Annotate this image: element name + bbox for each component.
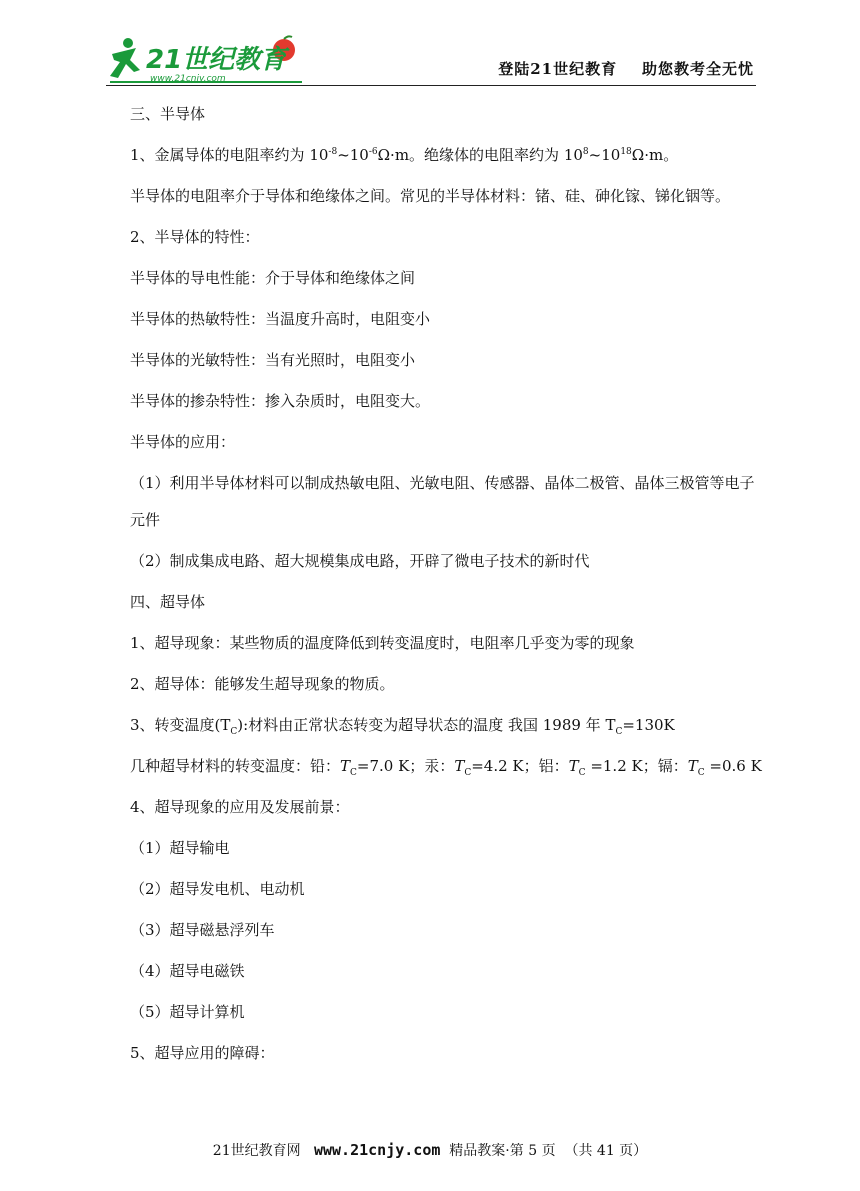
section-title: 四、超导体 [130,593,206,611]
document-body [106,94,762,1074]
page-header [106,30,756,86]
paragraph: 2、半导体的特性： [130,228,260,246]
list-item: （1）超导输电 [130,839,230,857]
paragraph: 5、超导应用的障碍： [130,1044,275,1062]
paragraph: 1、超导现象：某些物质的温度降低到转变温度时，电阻率几乎变为零的现象 [130,634,635,652]
paragraph: 半导体的导电性能：介于导体和绝缘体之间 [130,269,416,287]
paragraph: 半导体的光敏特性：当有光照时，电阻变小 [130,351,416,369]
paragraph: 4、超导现象的应用及发展前景： [130,798,350,816]
footer-site: 21世纪教育网 [212,1143,314,1159]
section-title: 三、半导体 [130,105,206,123]
logo-text: 21世纪教育 [146,45,287,75]
paragraph: 2、超导体：能够发生超导现象的物质。 [130,675,395,693]
site-logo [106,34,306,84]
list-item: （3）超导磁悬浮列车 [130,921,275,939]
paragraph: 半导体的电阻率介于导体和绝缘体之间。常见的半导体材料：锗、硅、砷化镓、锑化铟等。 [130,187,731,205]
paragraph: 1、金属导体的电阻率约为 $10^{-8}\sim 10^{-6}\Omega\cdot m$。绝缘体的电阻率约为 $10^8\sim 10^{18}\Omega\cdot m$。 [130,146,679,164]
paragraph: （1）利用半导体材料可以制成热敏电阻、光敏电阻、传感器、晶体二极管、晶体三极管等电子元件 [130,474,755,529]
paragraph: 半导体的掺杂特性：掺入杂质时，电阻变大。 [130,392,431,410]
header-divider [106,85,756,86]
list-item: （4）超导电磁铁 [130,962,245,980]
footer-page-info: 精品教案·第 5 页 （共 41 页） [440,1143,648,1159]
paragraph: 半导体的应用： [130,433,236,451]
runner-icon [110,38,140,78]
list-item: （2）超导发电机、电动机 [130,880,305,898]
paragraph: 3、转变温度$(T_C)$:材料由正常状态转变为超导状态的温度 我国 1989 年 $T_C=130K$ [130,716,675,737]
page-footer [0,1140,860,1160]
list-item: （5）超导计算机 [130,1003,245,1021]
paragraph: （2）制成集成电路、超大规模集成电路，开辟了微电子技术的新时代 [130,552,590,570]
footer-url[interactable]: www.21cnjy.com [313,1141,441,1159]
paragraph: 半导体的热敏特性：当温度升高时，电阻变小 [130,310,431,328]
logo-url: www.21cnjy.com [150,74,226,84]
paragraph: 几种超导材料的转变温度：铅：$T_C=7.0$ K；汞：$T_C=4.2$ K；铝：$T_C =1.2$ K；镉：$T_C =0.6$ K [130,757,762,778]
header-slogan: 登陆21世纪教育 助您教考全无忧 [498,60,754,78]
